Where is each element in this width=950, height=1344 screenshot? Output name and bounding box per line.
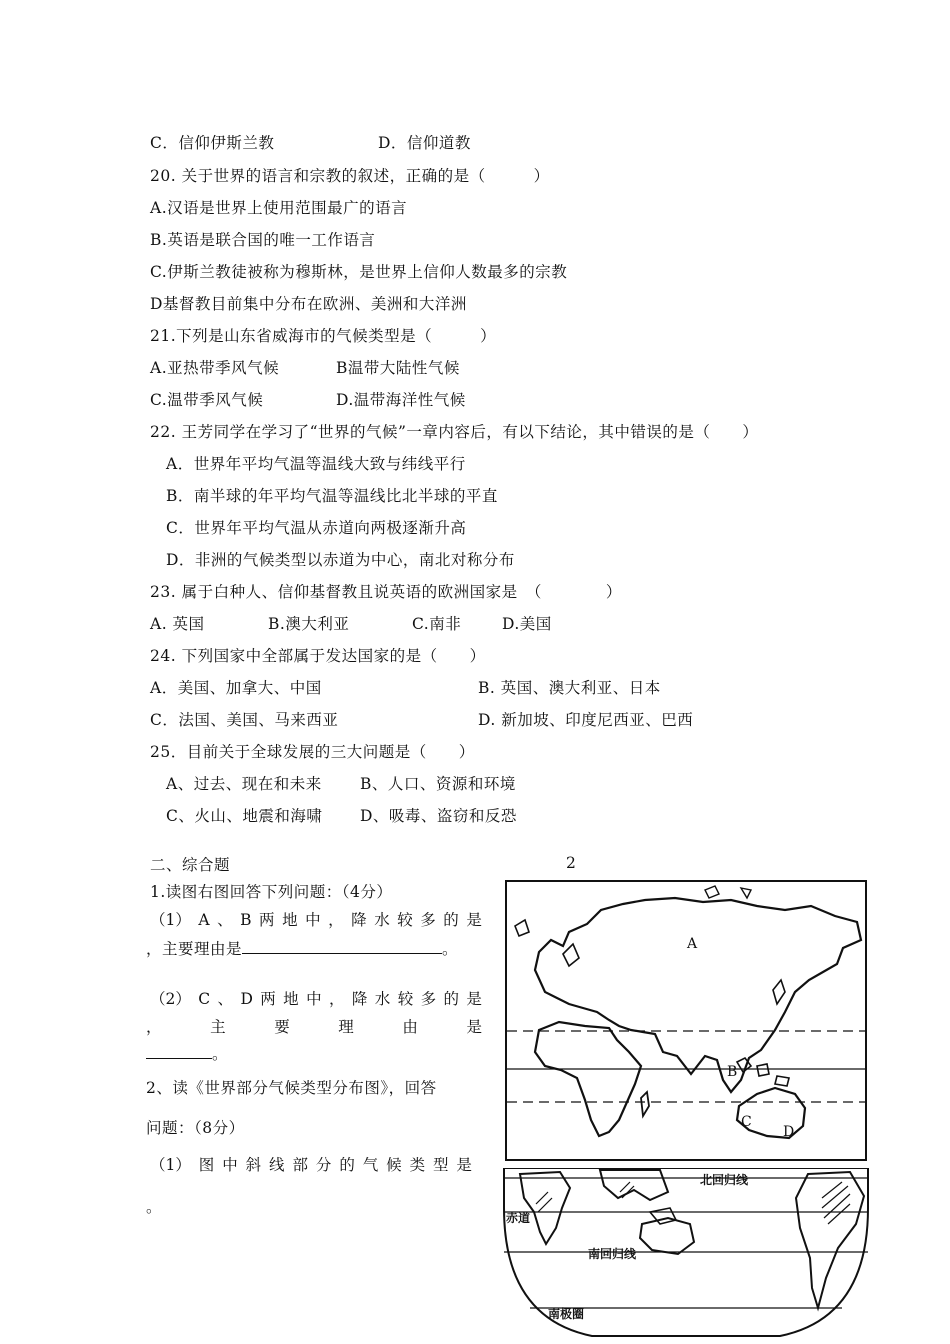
s2-title-2: 问题：（8分） <box>146 1119 245 1137</box>
text-char: 较 <box>397 990 414 1008</box>
text-char: C <box>198 990 211 1008</box>
text-char: 的 <box>339 1156 355 1174</box>
q22-stem: 22. 王芳同学在学习了“世界的气候”一章内容后，有以下结论，其中错误的是（ ） <box>150 423 759 441</box>
text-char: B <box>240 911 252 929</box>
text-char: 中 <box>305 911 321 929</box>
s1-q1-line2 <box>146 939 458 959</box>
text-char: 较 <box>397 911 413 929</box>
q25-option-c: C、火山、地震和海啸 <box>166 807 323 825</box>
q24-stem: 24. 下列国家中全部属于发达国家的是（ ） <box>150 647 486 665</box>
section-heading: 二、综合题 <box>150 856 231 874</box>
text-char: 地 <box>283 990 299 1008</box>
label-tropic-of-cancer: 北回归线 <box>700 1173 749 1187</box>
text-char: 是 <box>466 911 482 929</box>
text-char: 线 <box>269 1156 285 1174</box>
q21-option-d: D.温带海洋性气候 <box>336 391 466 409</box>
text-char: 、 <box>217 990 234 1008</box>
text-char: （1） <box>150 911 191 929</box>
q21-option-a: A.亚热带季风气候 <box>150 359 280 377</box>
text-char: 两 <box>259 911 275 929</box>
q24-option-d: D. 新加坡、印度尼西亚、巴西 <box>478 711 694 729</box>
s2-q1-line2: 。 <box>146 1198 163 1216</box>
text-char: 是 <box>466 990 482 1008</box>
answer-prompt: ，主要理由是 <box>146 940 243 958</box>
text-char: ， <box>328 990 345 1008</box>
text-char: 是 <box>456 1156 472 1174</box>
q24-option-b: B. 英国、澳大利亚、日本 <box>478 679 661 697</box>
s2-q1-line1 <box>150 1155 472 1175</box>
q23-option-a: A. 英国 <box>150 615 205 633</box>
q25-option-d: D、吸毒、盗窃和反恐 <box>360 807 517 825</box>
q22-option-a: A．世界年平均气温等温线大致与纬线平行 <box>166 455 466 473</box>
text-char: 理 <box>338 1018 354 1036</box>
text-char: 水 <box>374 911 390 929</box>
text-char: 降 <box>351 911 367 929</box>
text-char: 候 <box>386 1156 402 1174</box>
text-char: 多 <box>420 911 436 929</box>
text-char: 的 <box>443 990 460 1008</box>
text-char: 两 <box>260 990 276 1008</box>
q23-option-b: B.澳大利亚 <box>268 615 350 633</box>
text-char: 多 <box>420 990 437 1008</box>
label-antarctic-circle: 南极圈 <box>548 1307 585 1321</box>
q20-option-c: C.伊斯兰教徒被称为穆斯林，是世界上信仰人数最多的宗教 <box>150 263 568 281</box>
q19-option-d: D．信仰道教 <box>378 134 471 152</box>
q24-option-c: C．法国、美国、马来西亚 <box>150 711 339 729</box>
answer-blank[interactable] <box>242 939 442 954</box>
text-char: 由 <box>402 1018 418 1036</box>
text-char: （1） <box>150 1156 191 1174</box>
label-equator: 赤道 <box>506 1211 531 1225</box>
text-char: 、 <box>217 911 233 929</box>
map-label-d: D <box>783 1124 795 1140</box>
map-frame <box>506 881 866 1160</box>
q25-option-a: A、过去、现在和未来 <box>166 775 322 793</box>
period: 。 <box>442 940 459 958</box>
text-char: A <box>198 911 210 929</box>
q22-option-d: D．非洲的气候类型以赤道为中心，南北对称分布 <box>166 551 515 569</box>
q25-stem: 25．目前关于全球发展的三大问题是（ ） <box>150 743 475 761</box>
text-char: 中 <box>222 1156 238 1174</box>
s1-q2-line3 <box>146 1044 228 1064</box>
map-label-a: A <box>687 936 698 952</box>
text-char: 地 <box>282 911 298 929</box>
q22-option-b: B．南半球的年平均气温等温线比北半球的平直 <box>166 487 498 505</box>
q20-stem: 20. 关于世界的语言和宗教的叙述，正确的是（ ） <box>150 167 550 185</box>
text-char: 是 <box>466 1018 482 1036</box>
q23-option-d: D.美国 <box>502 615 552 633</box>
page-number: 2 <box>566 854 577 872</box>
text-char: 分 <box>315 1156 332 1174</box>
q23-option-c: C.南非 <box>412 615 462 633</box>
text-char: D <box>240 990 253 1008</box>
world-map-figure-2 <box>500 1168 872 1340</box>
s1-title: 1.读图右图回答下列问题：（4分） <box>150 883 393 901</box>
answer-blank[interactable] <box>146 1044 212 1059</box>
q21-stem: 21.下列是山东省威海市的气候类型是（ ） <box>150 327 497 345</box>
text-char: 部 <box>292 1156 308 1174</box>
s2-title: 2、读《世界部分气候类型分布图》，回答 <box>146 1079 437 1097</box>
text-char: 图 <box>198 1156 215 1174</box>
text-char: （2） <box>150 990 191 1008</box>
q21-option-c: C.温带季风气候 <box>150 391 264 409</box>
s1-q2-line1 <box>150 989 482 1009</box>
text-char: ， <box>146 1018 162 1036</box>
text-char: 斜 <box>245 1156 262 1174</box>
text-char: ， <box>328 911 344 929</box>
s1-q2-line2 <box>146 1017 482 1037</box>
world-map-figure-1 <box>505 880 867 1162</box>
q22-option-c: C．世界年平均气温从赤道向两极逐渐升高 <box>166 519 467 537</box>
q20-option-b: B.英语是联合国的唯一工作语言 <box>150 231 376 249</box>
text-char: 中 <box>306 990 322 1008</box>
map-label-b: B <box>727 1064 738 1080</box>
q20-option-a: A.汉语是世界上使用范围最广的语言 <box>150 199 408 217</box>
q21-option-b: B温带大陆性气候 <box>336 359 460 377</box>
text-char: 型 <box>433 1156 449 1174</box>
q20-option-d: D基督教目前集中分布在欧洲、美洲和大洋洲 <box>150 295 467 313</box>
text-char: 水 <box>374 990 391 1008</box>
text-char: 要 <box>274 1018 290 1036</box>
text-char: 类 <box>409 1156 426 1174</box>
text-char: 气 <box>362 1156 379 1174</box>
q24-option-a: A．美国、加拿大、中国 <box>150 679 322 697</box>
q23-stem: 23. 属于白种人、信仰基督教且说英语的欧洲国家是 （ ） <box>150 583 622 601</box>
period: 。 <box>212 1045 229 1063</box>
label-tropic-of-capricorn: 南回归线 <box>588 1247 637 1261</box>
text-char: 主 <box>210 1018 226 1036</box>
q19-option-c: C．信仰伊斯兰教 <box>150 134 275 152</box>
s1-q1-line1 <box>150 910 482 930</box>
text-char: 的 <box>443 911 459 929</box>
map-label-c: C <box>741 1114 752 1130</box>
text-char: 降 <box>351 990 368 1008</box>
q25-option-b: B、人口、资源和环境 <box>360 775 516 793</box>
